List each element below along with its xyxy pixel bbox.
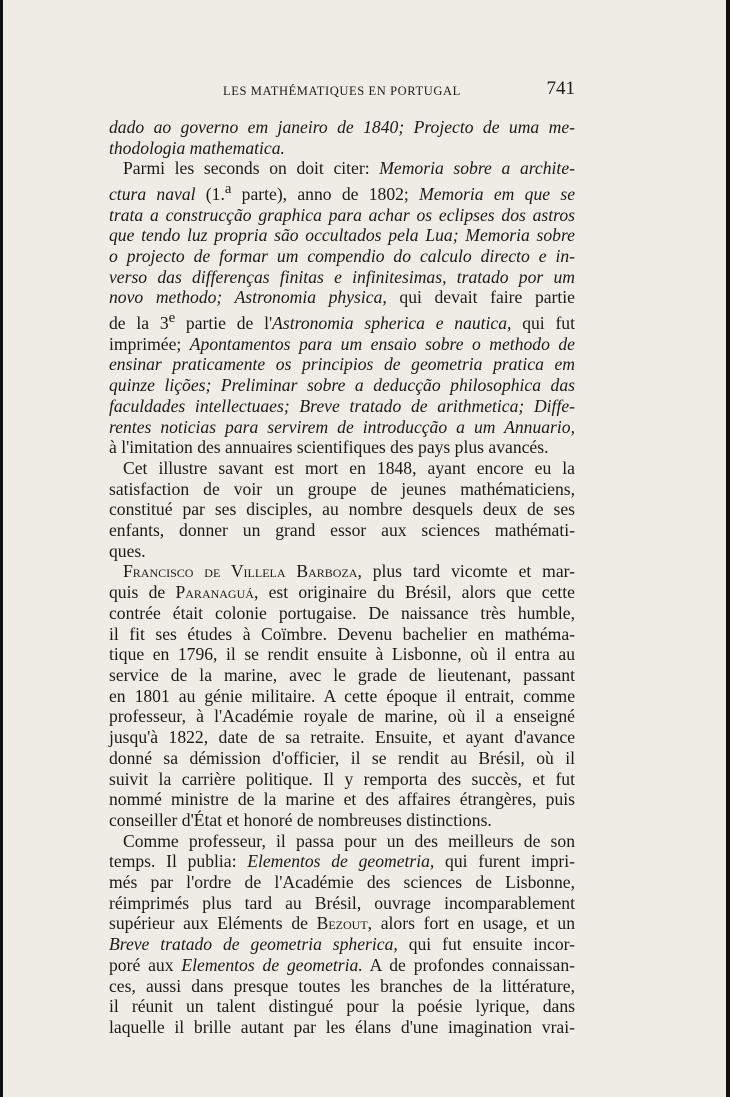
text-line: service de la marine, avec le grade de lieutenant, passant bbox=[109, 665, 575, 685]
text-line: Breve tratado de geometria spherica, qui fut ensuite incor- bbox=[109, 934, 575, 955]
text-line: temps. Il publia: Elementos de geometria, qui furent impri- bbox=[109, 851, 575, 872]
text-line: trata a construcção graphica para achar os eclipses dos astros bbox=[109, 204, 575, 225]
text-line: conseiller d'État et honoré de nombreuses distinctions. bbox=[109, 809, 492, 830]
text-line: à l'imitation des annuaires scientifiques des pays plus avancés. bbox=[109, 437, 549, 458]
text-line: il réunit un talent distingué pour la poésie lyrique, dans bbox=[109, 996, 575, 1017]
text-line: Francisco de Villela Barboza, plus tard vicomte et mar- bbox=[123, 561, 575, 582]
text-line: ces, aussi dans presque toutes les branches de la littérature, bbox=[109, 975, 575, 996]
text-line: faculdades intellectuaes; Breve tratado de arithmetica; Diffe- bbox=[109, 395, 575, 416]
text-line: enfants, donner un grand essor aux sciences mathémati- bbox=[109, 520, 575, 541]
text-line: thodologia mathematica. bbox=[109, 137, 285, 158]
text-line: o projecto de formar um compendio do calculo directo e in- bbox=[109, 246, 575, 267]
text-line: quis de Paranaguá, est originaire du Brésil, alors que cette bbox=[109, 582, 575, 603]
text-line: ques. bbox=[109, 540, 146, 561]
body-text bbox=[109, 117, 575, 1038]
text-line: imprimée; Apontamentos para um ensaio sobre o methodo de bbox=[109, 333, 575, 354]
text-line: en 1801 au génie militaire. A cette époque il entrait, comme bbox=[109, 685, 575, 706]
running-title: LES MATHÉMATIQUES EN PORTUGAL bbox=[223, 84, 461, 98]
text-line: ctura naval (1.$^a$ parte), anno de 1802; Memoria em que se bbox=[109, 181, 576, 204]
text-line: Parmi les seconds on doit citer: Memoria sobre a archite- bbox=[123, 158, 575, 179]
text-line: supérieur aux Eléments de Bezout, alors fort en usage, et un bbox=[109, 913, 575, 934]
text-line: verso das differenças finitas e infinitesimas, tratado por um bbox=[109, 266, 575, 287]
text-line: laquelle il brille autant par les élans d'une imagination vrai- bbox=[109, 1016, 575, 1037]
text-line: rentes noticias para servirem de introducção a um Annuario, bbox=[109, 416, 575, 437]
text-line: nommé ministre de la marine et des affaires étrangères, puis bbox=[109, 789, 575, 810]
text-line: il fit ses études à Coïmbre. Devenu bachelier en mathéma- bbox=[109, 623, 575, 644]
text-line: tique en 1796, il se rendit ensuite à Lisbonne, où il entra au bbox=[109, 644, 575, 665]
text-line: suivit la carrière politique. Il y remporta des succès, et fut bbox=[109, 768, 575, 789]
text-line: satisfaction de voir un groupe de jeunes mathématiciens, bbox=[109, 478, 575, 499]
text-line: dado ao governo em janeiro de 1840; Projecto de uma me- bbox=[109, 117, 575, 137]
page-number: 741 bbox=[546, 78, 575, 99]
text-line: constitué par ses disciples, au nombre desquels deux de ses bbox=[109, 499, 575, 520]
text-line: donné sa démission d'officier, il se rendit au Brésil, où il bbox=[109, 747, 575, 768]
text-line: de la 3e partie de l'Astronomia spherica e nautica, qui fut bbox=[109, 310, 575, 334]
text-line: novo methodo; Astronomia physica, qui devait faire partie bbox=[109, 287, 575, 308]
text-line: ensinar praticamente os principios de geometria pratica em bbox=[109, 354, 575, 375]
text-line: més par l'ordre de l'Académie des sciences de Lisbonne, bbox=[109, 872, 575, 893]
text-line: réimprimés plus tard au Brésil, ouvrage incomparablement bbox=[109, 892, 575, 913]
text-line: contrée était colonie portugaise. De naissance très humble, bbox=[109, 602, 575, 623]
text-line: professeur, à l'Académie royale de marine, où il a enseigné bbox=[109, 706, 575, 727]
text-line: Cet illustre savant est mort en 1848, ayant encore eu la bbox=[123, 457, 575, 478]
text-line: poré aux Elementos de geometria. A de profondes connaissan- bbox=[109, 954, 575, 975]
text-line: Comme professeur, il passa pour un des meilleurs de son bbox=[123, 830, 575, 851]
text-line: jusqu'à 1822, date de sa retraite. Ensuite, et ayant d'avance bbox=[109, 727, 575, 748]
text-line: quinze lições; Preliminar sobre a deducção philosophica das bbox=[109, 375, 575, 396]
running-head bbox=[111, 80, 575, 104]
text-line: que tendo luz propria são occultados pela Lua; Memoria sobre bbox=[109, 225, 575, 246]
